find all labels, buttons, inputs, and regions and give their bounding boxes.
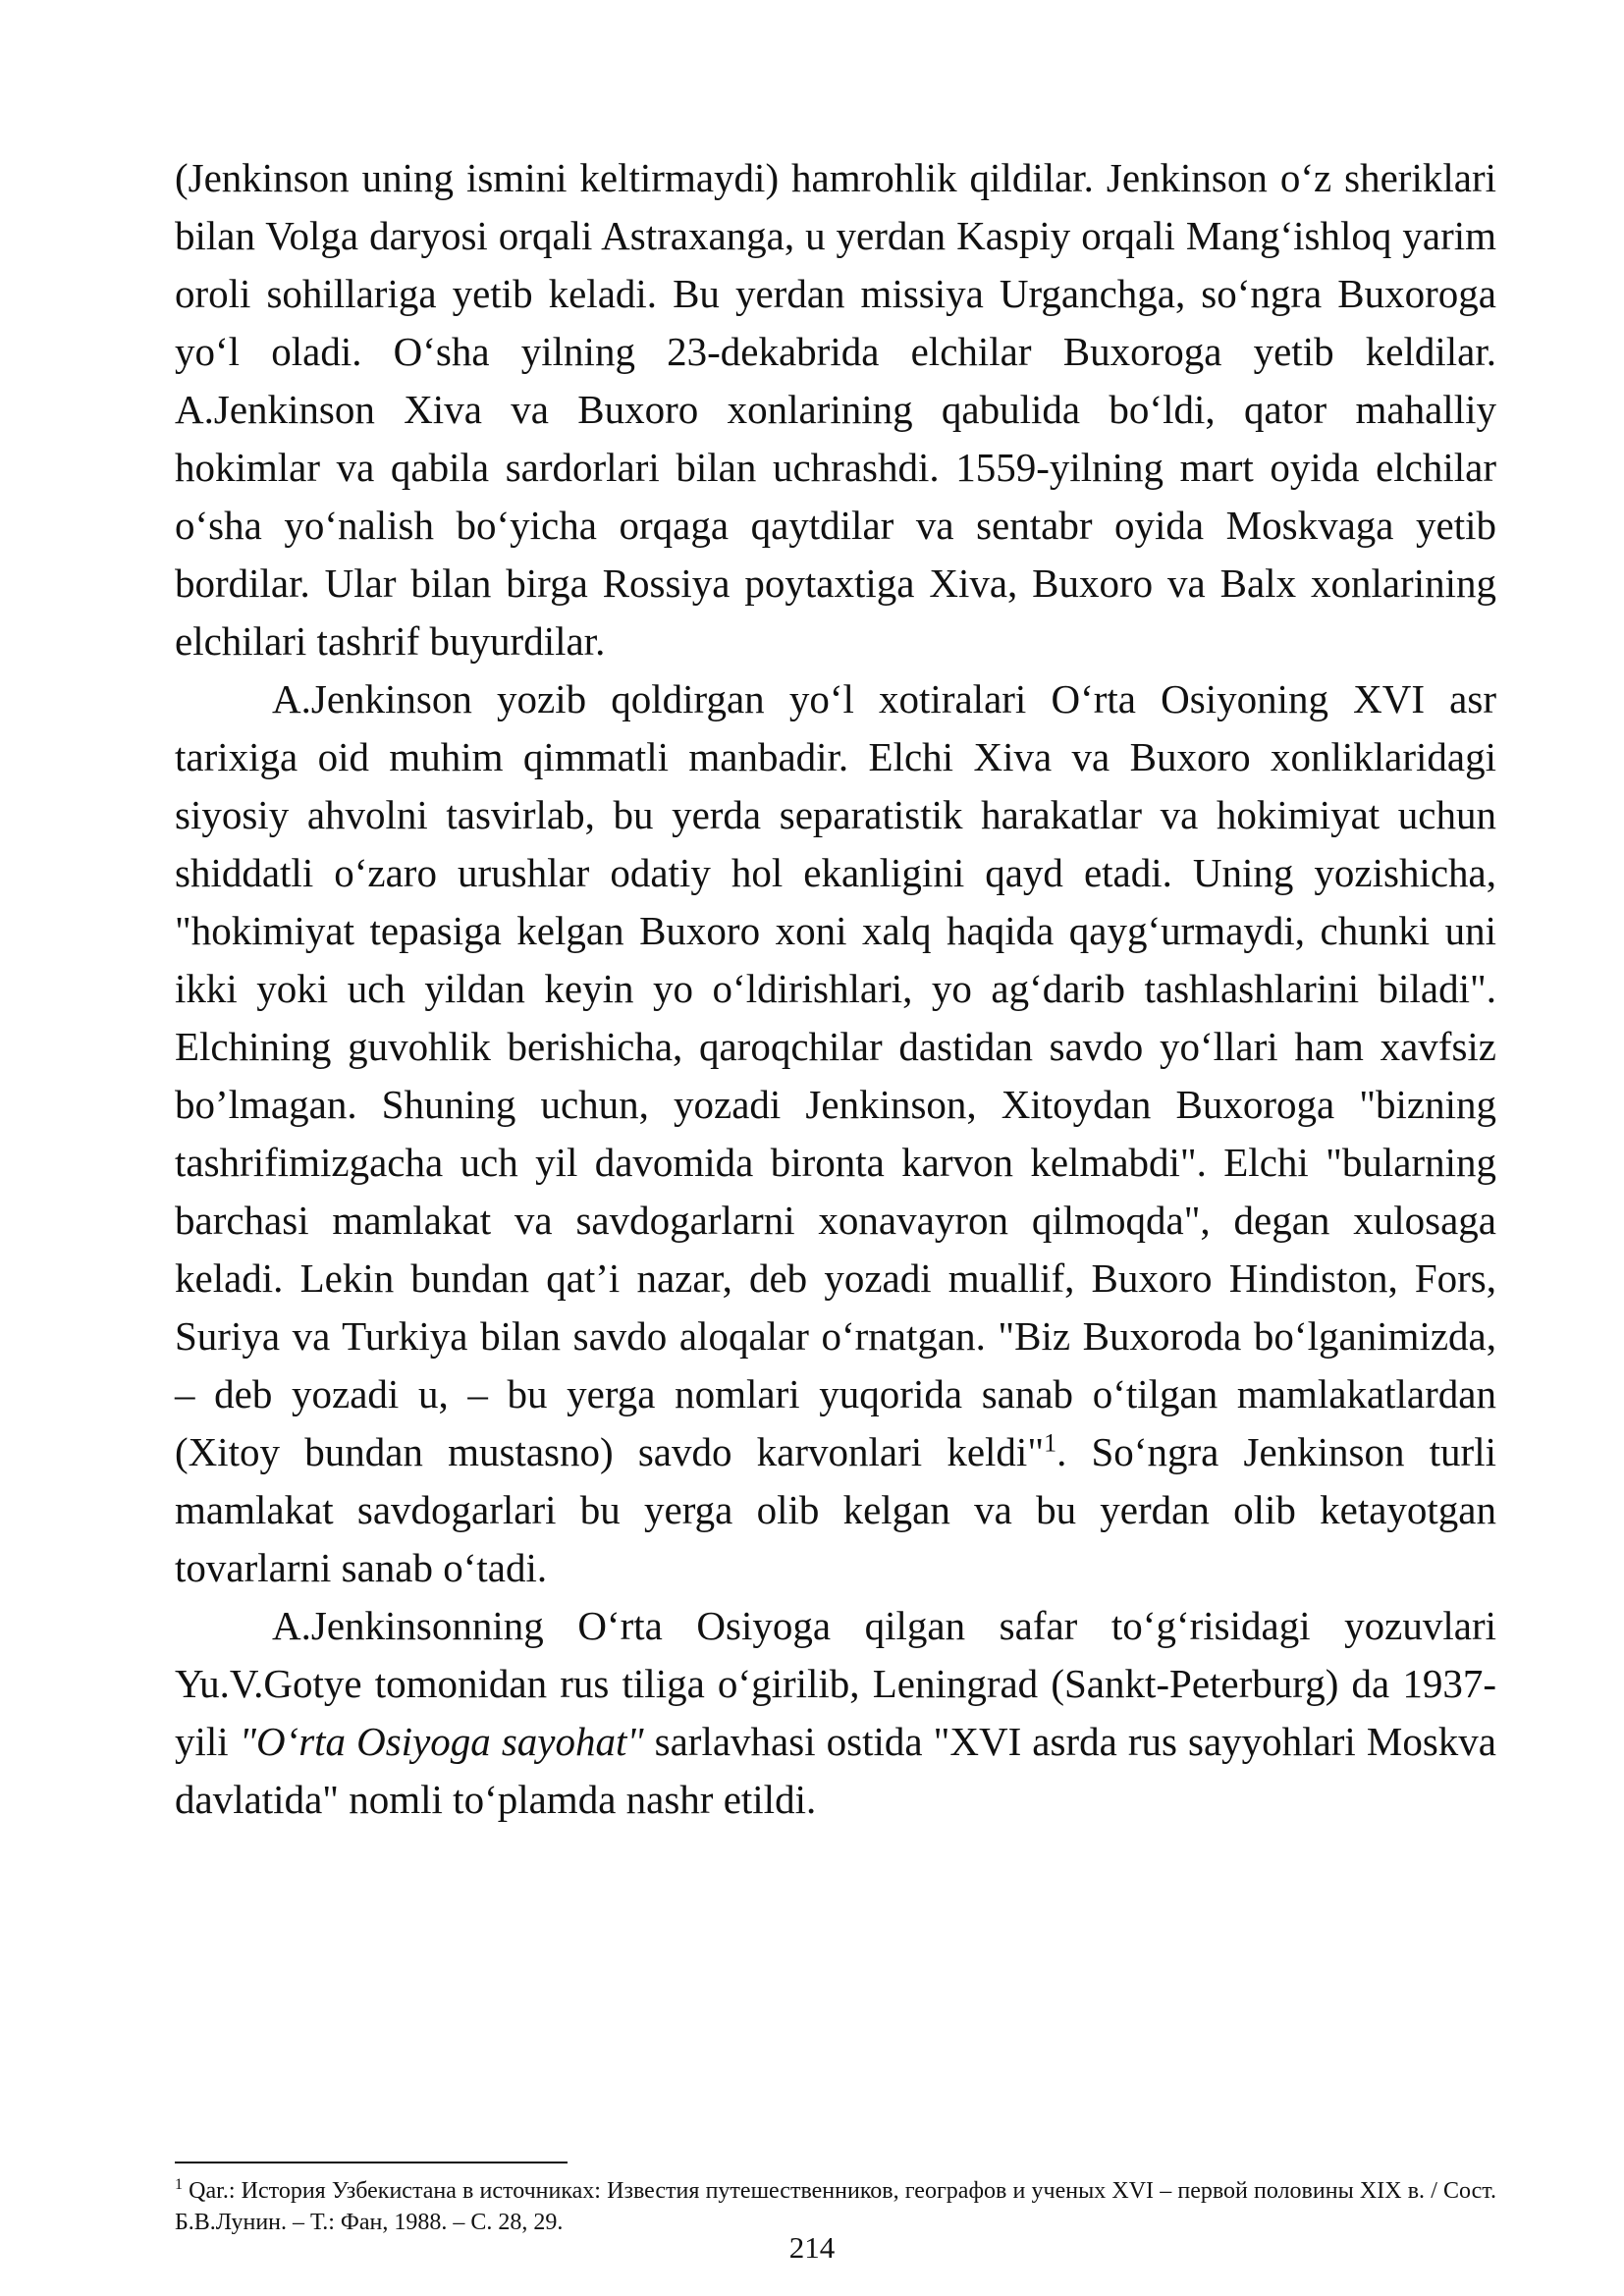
body-text (175, 149, 1496, 1829)
footnote-text: Qar.: История Узбекистана в источниках: Известия путешественников, географов и ученых XVI – первой половины XIX в. / Сост. Б.В.Лунин. – Т.: Фан, 1988. – С. 28, 29. (175, 2178, 1496, 2235)
footnote-reference[interactable]: 1 (1044, 1428, 1057, 1458)
paragraph-1 (175, 149, 1496, 670)
paragraph-2-text-before-ref: A.Jenkinson yozib qoldirgan yo‘l xotiralari O‘rta Osiyoning XVI asr tarixiga oid muhim qimmatli manbadir. Elchi Xiva va Buxoro xonliklaridagi siyosiy ahvolni tasvirlab, bu yerda separatistik harakatlar va hokimiyat uchun shiddatli o‘zaro urushlar odatiy hol ekanligini qayd etadi. Uning yozishicha, "hokimiyat tepasiga kelgan Buxoro xoni xalq haqida qayg‘urmaydi, chunki uni ikki yoki uch yildan keyin yo o‘ldirishlari, yo ag‘darib tashlashlarini biladi". Elchining guvohlik berishicha, qaroqchilar dastidan savdo yo‘llari ham xavfsiz bo’lmagan. Shuning uchun, yozadi Jenkinson, Xitoydan Buxoroga "bizning tashrifimizgacha uch yil davomida bironta karvon kelmabdi". Elchi "bularning barchasi mamlakat va savdogarlarni xonavayron qilmoqda", degan xulosaga keladi. Lekin bundan qat’i nazar, deb yozadi muallif, Buxoro Hindiston, Fors, Suriya va Turkiya bilan savdo aloqalar o‘rnatgan. "Biz Buxoroda bo‘lganimizda, – deb yozadi u, – bu yerga nomlari yuqorida sanab o‘tilgan mamlakatlardan (Xitoy bundan mustasno) savdo karvonlari keldi" (175, 676, 1496, 1474)
paragraph-1-text: (Jenkinson uning ismini keltirmaydi) hamrohlik qildilar. Jenkinson o‘z sheriklari bilan Volga daryosi orqali Astraxanga, u yerdan Kaspiy orqali Mang‘ishloq yarim oroli sohillariga yetib keladi. Bu yerdan missiya Urganchga, so‘ngra Buxoroga yo‘l oladi. O‘sha yilning 23-dekabrida elchilar Buxoroga yetib keldilar. A.Jenkinson Xiva va Buxoro xonlarining qabulida bo‘ldi, qator mahalliy hokimlar va qabila sardorlari bilan uchrashdi. 1559-yilning mart oyida elchilar o‘sha yo‘nalish bo‘yicha orqaga qaytdilar va sentabr oyida Moskvaga yetib bordilar. Ular bilan birga Rossiya poytaxtiga Xiva, Buxoro va Balx xonlarining elchilari tashrif buyurdilar. (175, 155, 1496, 664)
paragraph-3-italic-title: "O‘rta Osiyoga sayohat" (239, 1719, 644, 1764)
paragraph-2-text-after-ref: . So‘ngra Jenkinson turli mamlakat savdogarlari bu yerga olib kelgan va bu yerdan olib ketayotgan tovarlarni sanab o‘tadi. (175, 1429, 1496, 1590)
page-number: 214 (788, 2230, 836, 2265)
paragraph-3-text-before-italic: A.Jenkinsonning O‘rta Osiyoga qilgan safar to‘g‘risidagi yozuvlari Yu.V.Gotye tomonidan rus tiliga o‘girilib, Leningrad (Sankt-Peterburg) da 1937-yili (175, 1603, 1496, 1764)
footnote-separator (175, 2162, 568, 2163)
footnote-marker: 1 (175, 2176, 183, 2193)
paragraph-3 (175, 1597, 1496, 1829)
paragraph-2 (175, 670, 1496, 1597)
paragraph-3-text-after-italic: sarlavhasi ostida "XVI asrda rus sayyohlari Moskva davlatida" nomli to‘plamda nashr etildi. (175, 1719, 1496, 1822)
